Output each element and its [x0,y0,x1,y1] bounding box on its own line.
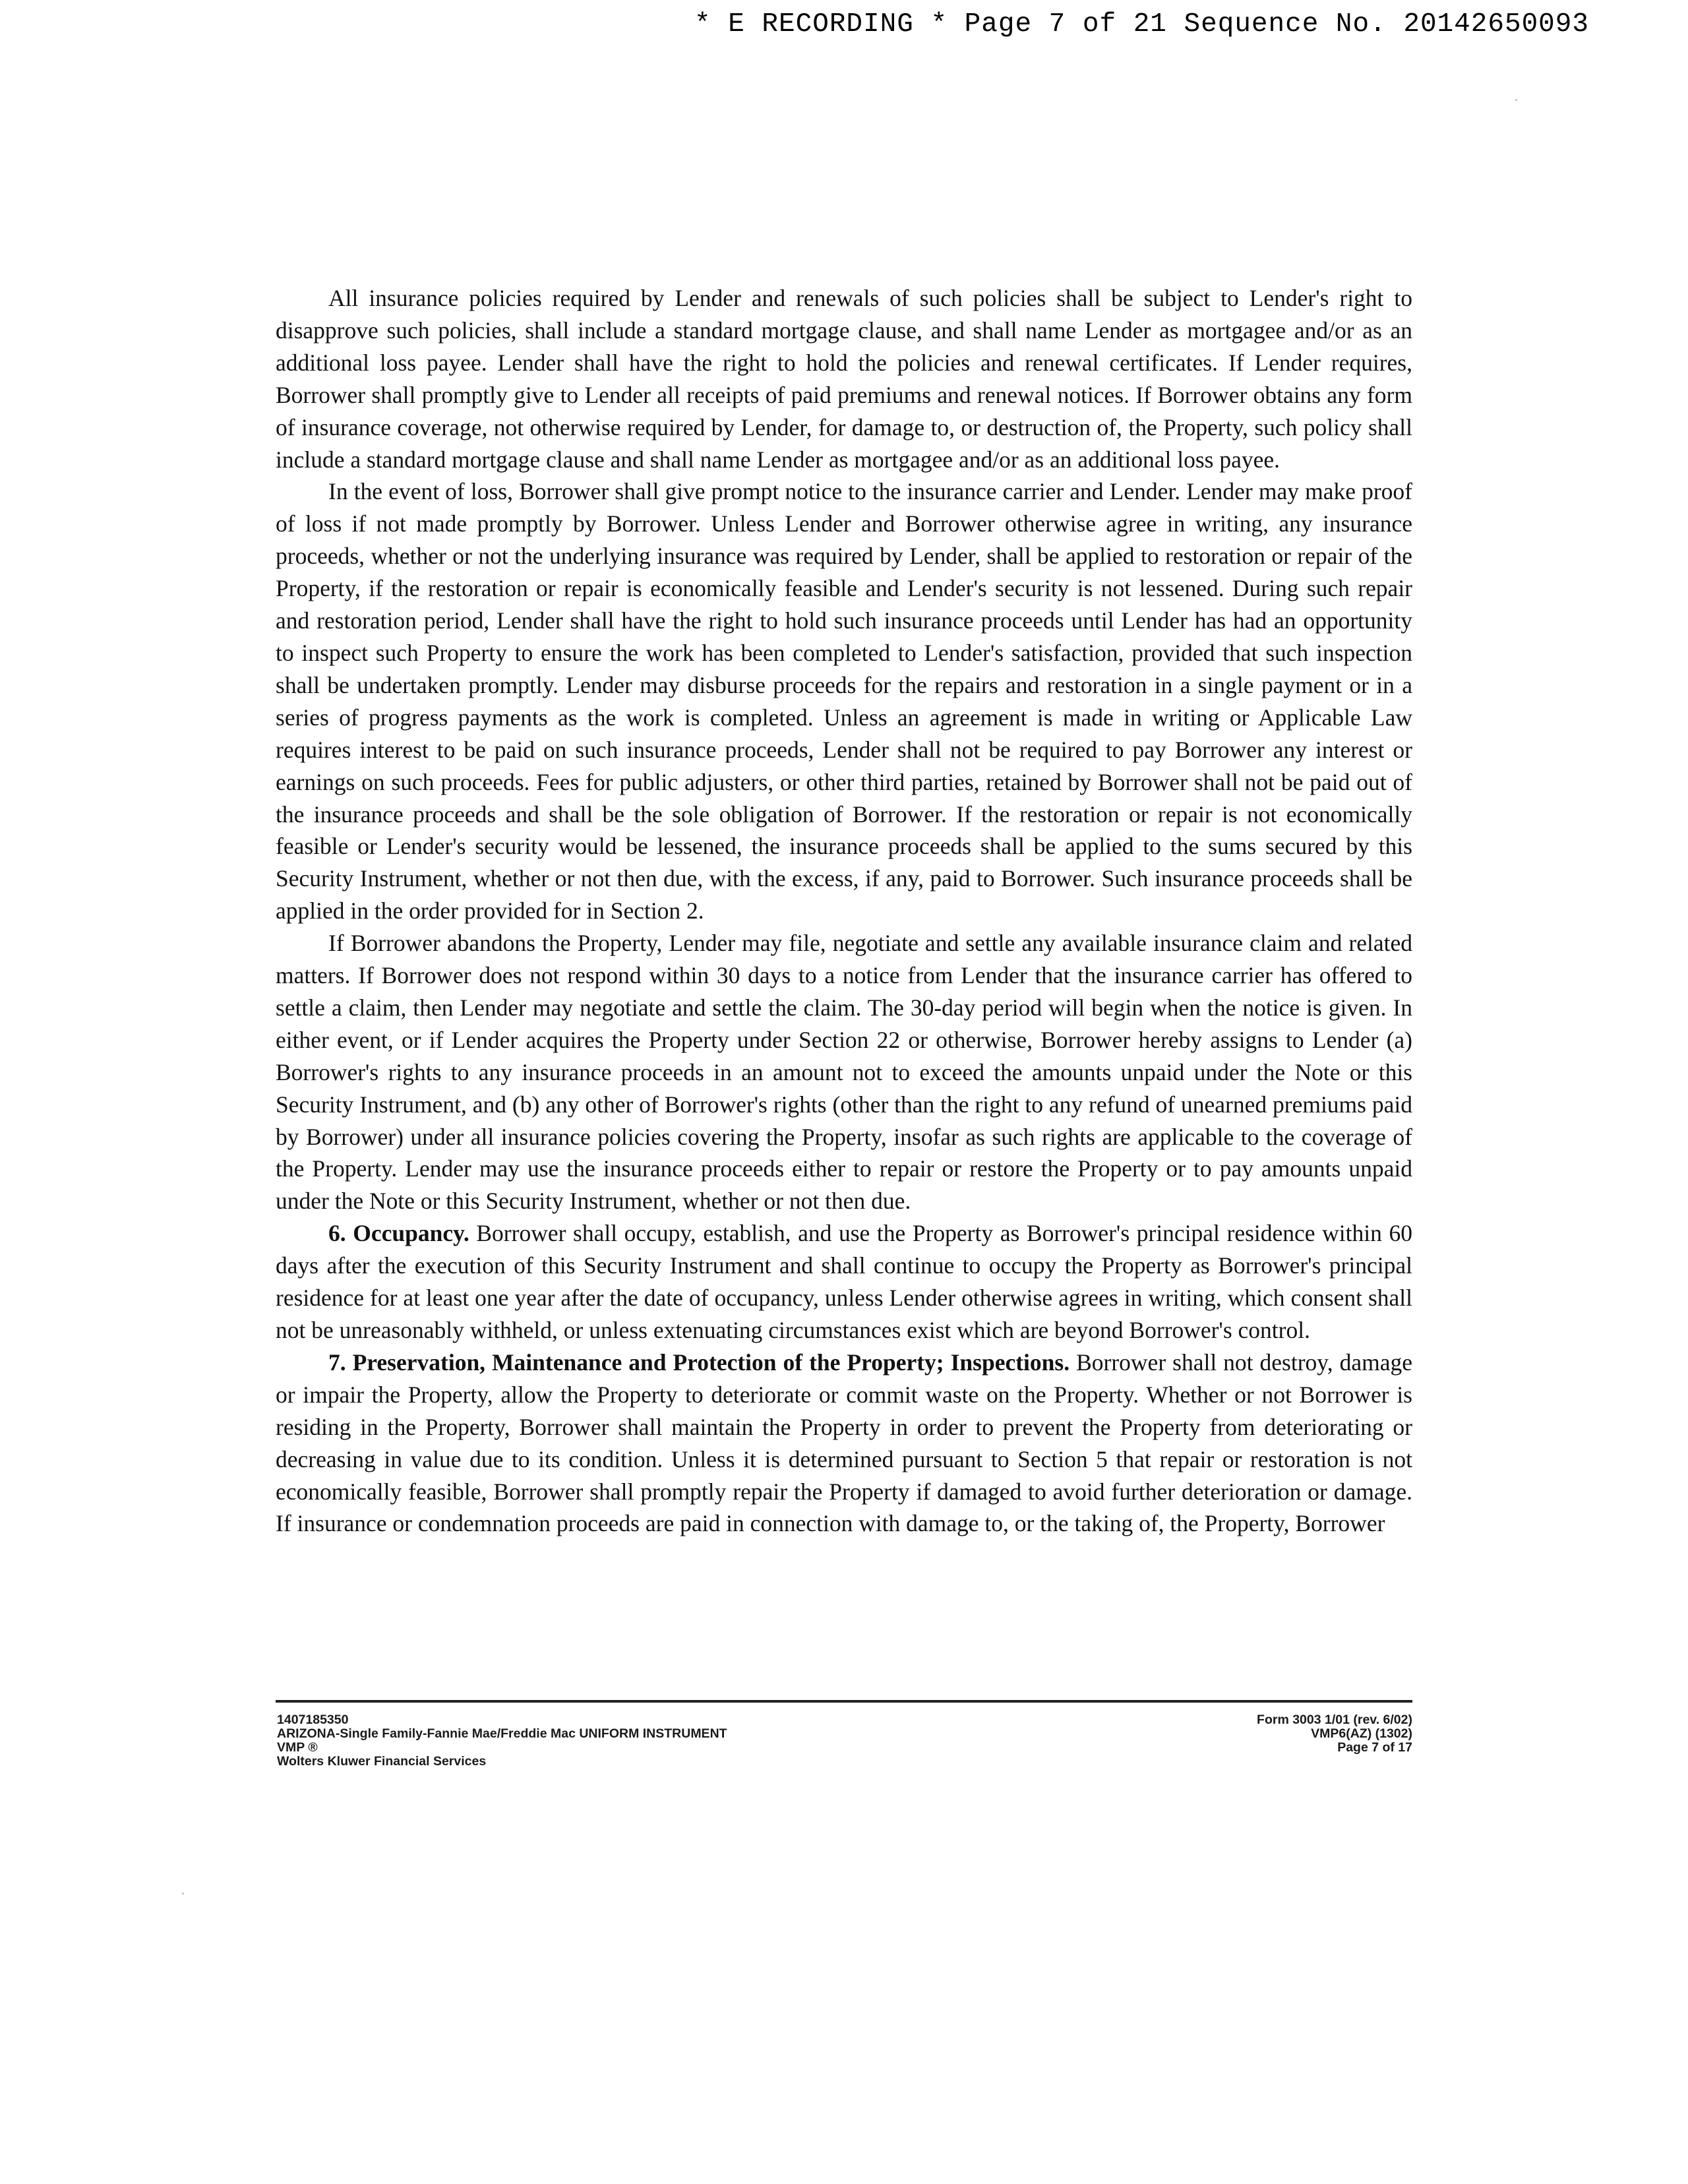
section-heading-occupancy: 6. Occupancy. [328,1220,469,1247]
publisher-name: Wolters Kluwer Financial Services [277,1754,487,1769]
paragraph-preservation [276,1347,1412,1540]
paragraph-event-of-loss: In the event of loss, Borrower shall give prompt notice to the insurance carrier and Lender. Lender may make proof of loss if not made promptly by Borrower. Unless Lender and Borrower otherwise agree in writing, any insurance proceeds, whether or not the underlying insurance was required by Lender, shall be applied to restoration or repair of the Property, if the restoration or repair is economically feasible and Lender's security is not lessened. During such repair and restoration period, Lender shall have the right to hold such insurance proceeds until Lender has had an opportunity to inspect such Property to ensure the work has been completed to Lender's satisfaction, provided that such inspection shall be undertaken promptly. Lender may disburse proceeds for the repairs and restoration in a single payment or in a series of progress payments as the work is completed. Unless an agreement is made in writing or Applicable Law requires interest to be paid on such insurance proceeds, Lender shall not be required to pay Borrower any interest or earnings on such proceeds. Fees for public adjusters, or other third parties, retained by Borrower shall not be paid out of the insurance proceeds and shall be the sole obligation of Borrower. If the restoration or repair is not economically feasible or Lender's security would be lessened, the insurance proceeds shall be applied to the sums secured by this Security Instrument, whether or not then due, with the excess, if any, paid to Borrower. Such insurance proceeds shall be applied in the order provided for in Section 2. [276,478,1412,925]
instrument-title: ARIZONA-Single Family-Fannie Mae/Freddie Mac UNIFORM INSTRUMENT [277,1726,727,1741]
scan-speck [182,1893,184,1895]
paragraph-insurance-policies: All insurance policies required by Lender and renewals of such policies shall be subject to Lender's right to disapprove such policies, shall include a standard mortgage clause, and shall name Lender as mortgagee and/or as an additional loss payee. Lender shall have the right to hold the policies and renewal certificates. If Lender requires, Borrower shall promptly give to Lender all receipts of paid premiums and renewal notices. If Borrower obtains any form of insurance coverage, not otherwise required by Lender, for damage to, or destruction of, the Property, such policy shall include a standard mortgage clause and shall name Lender as mortgagee and/or as an additional loss payee. [276,285,1412,473]
footer-right [1257,1713,1412,1755]
footer-left [277,1713,727,1769]
document-body [276,282,1412,1540]
preservation-text: Borrower shall not destroy, damage or impair the Property, allow the Property to deteriorate or commit waste on the Property. Whether or not Borrower is residing in the Property, Borrower shall maintain the Property in order to prevent the Property from deteriorating or decreasing in value due to its condition. Unless it is determined pursuant to Section 5 that repair or restoration is not economically feasible, Borrower shall promptly repair the Property if damaged to avoid further deterioration or damage. If insurance or condemnation proceeds are paid in connection with damage to, or the taking of, the Property, Borrower [276,1349,1412,1537]
vmp-mark: VMP ® [277,1740,318,1755]
scan-speck [1515,99,1517,101]
occupancy-text: Borrower shall occupy, establish, and use the Property as Borrower's principal residence within 60 days after the execution of this Security Instrument and shall continue to occupy the Property as Borrower's principal residence for at least one year after the date of occupancy, unless Lender otherwise agrees in writing, which consent shall not be unreasonably withheld, or unless extenuating circumstances exist which are beyond Borrower's control. [276,1220,1412,1343]
vmp-code: VMP6(AZ) (1302) [1311,1726,1412,1741]
footer-divider [276,1700,1412,1703]
form-number: Form 3003 1/01 (rev. 6/02) [1257,1713,1412,1727]
loan-number: 1407185350 [277,1713,349,1727]
paragraph-occupancy [276,1217,1412,1347]
paragraph-abandonment: If Borrower abandons the Property, Lender may file, negotiate and settle any available insurance claim and related matters. If Borrower does not respond within 30 days to a notice from Lender that the insurance carrier has offered to settle a claim, then Lender may negotiate and settle the claim. The 30-day period will begin when the notice is given. In either event, or if Lender acquires the Property under Section 22 or otherwise, Borrower hereby assigns to Lender (a) Borrower's rights to any insurance proceeds in an amount not to exceed the amounts unpaid under the Note or this Security Instrument, and (b) any other of Borrower's rights (other than the right to any refund of unearned premiums paid by Borrower) under all insurance policies covering the Property, insofar as such rights are applicable to the coverage of the Property. Lender may use the insurance proceeds either to repair or restore the Property or to pay amounts unpaid under the Note or this Security Instrument, whether or not then due. [276,930,1412,1215]
section-heading-preservation: 7. Preservation, Maintenance and Protection of the Property; Inspections. [328,1349,1070,1376]
page-number: Page 7 of 17 [1337,1740,1412,1755]
recording-header: * E RECORDING * Page 7 of 21 Sequence No. 20142650093 [694,9,1589,40]
